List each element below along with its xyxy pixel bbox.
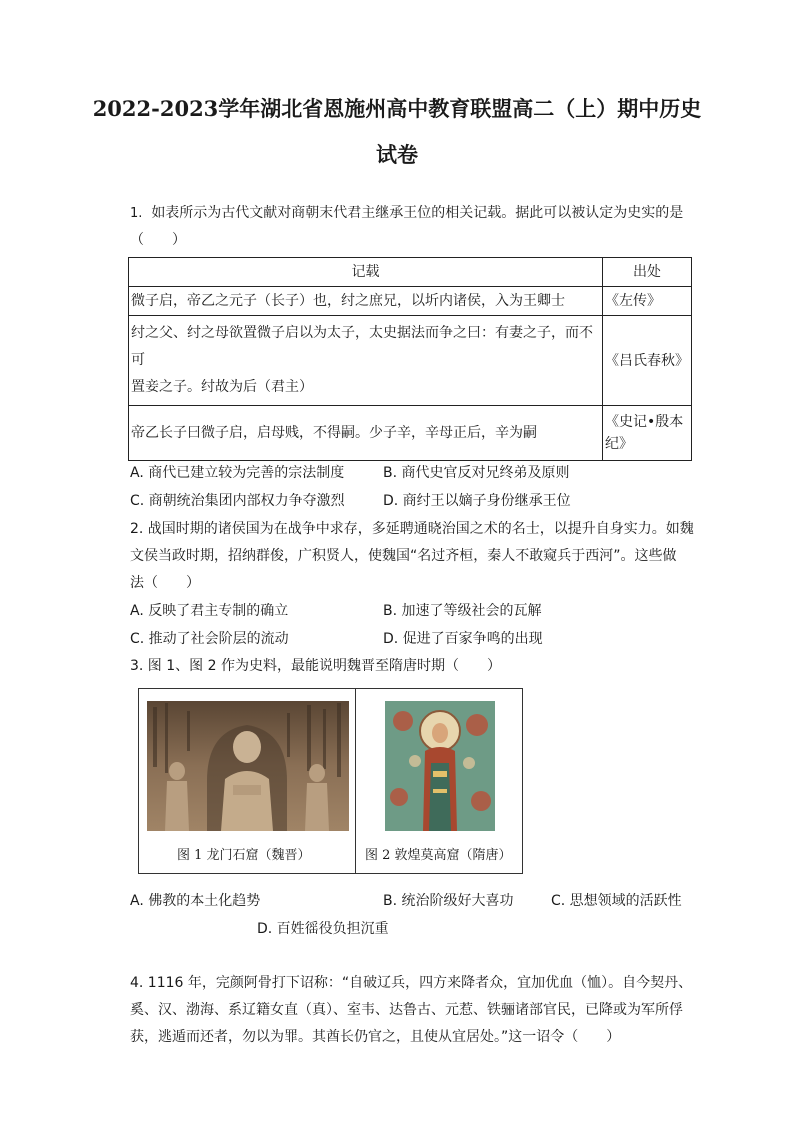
q2-line: 法（ ） [130, 575, 200, 591]
q3-stem: 3. 图 1、图 2 作为史料，最能说明魏晋至隋唐时期（ ） [130, 658, 501, 674]
q2-option-c[interactable]: C. 推动了社会阶层的流动 [130, 631, 289, 647]
table-header-record: 记载 [129, 258, 603, 287]
q3-option-c[interactable]: C. 思想领域的活跃性 [551, 893, 682, 909]
source-line: 《史记•殷本 [605, 414, 684, 430]
q3-option-d[interactable]: D. 百姓徭役负担沉重 [257, 921, 389, 937]
q1-records-table [128, 257, 692, 461]
figure-2-caption: 图 2 敦煌莫高窟（隋唐） [365, 848, 512, 863]
q1-number: 1. [130, 206, 143, 221]
q3-figures [138, 688, 523, 874]
q1-stem [130, 202, 683, 225]
q1-option-d[interactable]: D. 商纣王以嫡子身份继承王位 [383, 493, 571, 509]
q2-option-b[interactable]: B. 加速了等级社会的瓦解 [383, 603, 542, 619]
q4-line: 奚、汉、渤海、系辽籍女直（真）、室韦、达鲁古、元惹、铁骊诸部官民，已降或为军所俘 [130, 1002, 683, 1018]
table-cell-source: 《左传》 [603, 287, 692, 316]
record-line: 纣之父、纣之母欲置微子启以为太子，太史据法而争之曰：有妻之子，而不可 [131, 325, 593, 368]
table-cell-source [603, 406, 692, 461]
title-line-2: 试卷 [376, 142, 418, 167]
table-cell-record [129, 316, 603, 406]
table-row [129, 406, 692, 461]
title-line-1: 2022-2023学年湖北省恩施州高中教育联盟高二（上）期中历史 [92, 96, 702, 121]
q3-option-a[interactable]: A. 佛教的本土化趋势 [130, 893, 261, 909]
table-row [129, 287, 692, 316]
q1-option-b[interactable]: B. 商代史官反对兄终弟及原则 [383, 465, 570, 481]
q3-option-b[interactable]: B. 统治阶级好大喜功 [383, 893, 514, 909]
q2-option-d[interactable]: D. 促进了百家争鸣的出现 [383, 631, 543, 647]
table-row [129, 316, 692, 406]
table-header-source: 出处 [603, 258, 692, 287]
q2-option-a[interactable]: A. 反映了君主专制的确立 [130, 603, 289, 619]
table-header-row [129, 258, 692, 287]
q1-paren: （ ） [130, 232, 186, 248]
q2-line: 文侯当政时期，招纳群俊，广积贤人，使魏国“名过齐桓，秦人不敢窥兵于西河”。这些做 [130, 548, 677, 564]
q1-option-a[interactable]: A. 商代已建立较为完善的宗法制度 [130, 465, 345, 481]
table-cell-record: 微子启，帝乙之元子（长子）也，纣之庶兄，以圻内诸侯，入为王卿士 [129, 287, 603, 316]
table-cell-record: 帝乙长子曰微子启，启母贱，不得嗣。少子辛，辛母正后，辛为嗣 [129, 406, 603, 461]
figure-divider [355, 689, 356, 873]
longmen-grottoes-image [147, 701, 349, 831]
q1-stem-text: 如表所示为古代文献对商朝末代君主继承王位的相关记载。据此可以被认定为史实的是 [151, 205, 684, 221]
q4-line: 4. 1116 年，完颜阿骨打下诏称：“自破辽兵，四方来降者众，宜加优血（恤）。自今契丹、 [130, 975, 693, 991]
figure-1-caption: 图 1 龙门石窟（魏晋） [177, 848, 311, 863]
dunhuang-mural-image [385, 701, 495, 831]
q4-line: 获，逃遁而还者，勿以为罪。其酋长仍官之，且使从宜居处。”这一诏令（ ） [130, 1029, 621, 1045]
source-line: 纪》 [605, 436, 633, 452]
q2-line: 2. 战国时期的诸侯国为在战争中求存，多延聘通晓治国之术的名士，以提升自身实力。如魏 [130, 521, 694, 537]
q1-option-c[interactable]: C. 商朝统治集团内部权力争夺激烈 [130, 493, 345, 509]
record-line: 置妾之子。纣故为后（君主） [131, 379, 313, 395]
table-cell-source: 《吕氏春秋》 [603, 316, 692, 406]
